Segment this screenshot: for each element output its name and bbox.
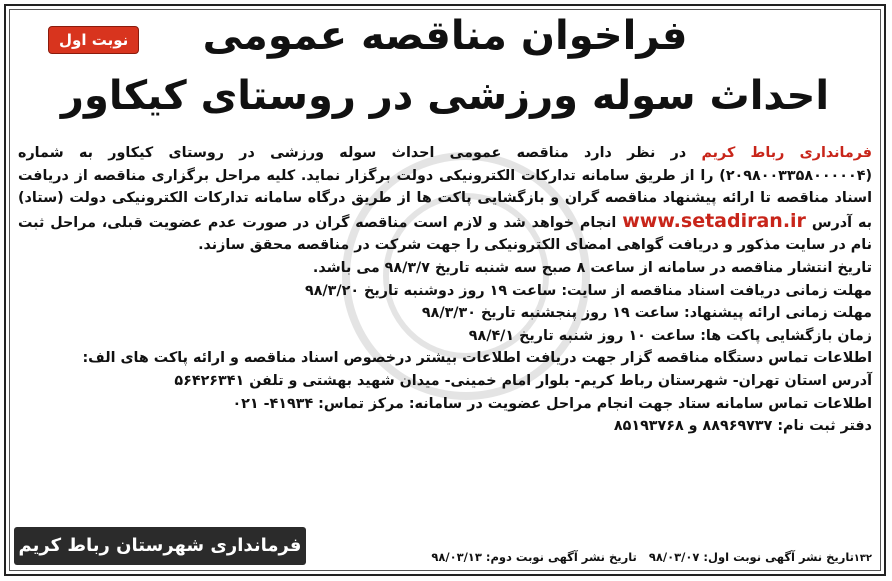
page-subtitle: احداث سوله ورزشی در روستای کیکاور [60, 73, 830, 119]
contact-intro: اطلاعات تماس دستگاه مناقصه گزار جهت دریافت اطلاعات بیشتر درخصوص اسناد مناقصه و ارائه پاکت های الف: [82, 350, 872, 367]
intro-text-b: به شماره (۲۰۹۸۰۰۳۳۵۸۰۰۰۰۰۴) را از طریق سامانه تدارکات الکترونیکی دولت برگزار نماید. کلیه مراحل برگزاری مناقصه از دریافت اسناد مناقصه تا ارائه پیشنهاد مناقصه گران و بازگشایی پاکت ها از طریق درگاه سامانه تدارکات الکترونیکی دولت (ستاد) به آدرس [18, 145, 872, 231]
publication-dates [431, 550, 854, 564]
first-publication-date: تاریخ نشر آگهی نوبت اول: ۹۸/۰۳/۰۷ [648, 550, 854, 564]
intro-text-a: در نظر دارد مناقصه عمومی [434, 145, 702, 161]
deadline-offers: مهلت زمانی ارائه پیشنهاد: ساعت ۱۹ روز پنجشنبه تاریخ ۹۸/۳/۳۰ [421, 305, 872, 322]
address: آدرس استان تهران- شهرستان رباط کریم- بلوار امام خمینی- میدان شهید بهشتی و تلفن ۵۶۴۲۶۳۴۱ [174, 372, 872, 389]
intro-paragraph [18, 142, 872, 257]
tender-subject: احداث سوله ورزشی در روستای کیکاور [108, 145, 435, 161]
page-number: ۱۳۲ [853, 553, 872, 564]
publish-date: تاریخ انتشار مناقصه در سامانه از ساعت ۸ صبح سه شنبه تاریخ ۹۸/۳/۷ می باشد. [312, 259, 872, 276]
intro-text-c: انجام خواهد شد و لازم است مناقصه گران در صورت عدم عضویت قبلی، مراحل ثبت نام در سایت مذکور و دریافت گواهی امضای الکترونیکی را جهت شرکت در مناقصه محقق سازند. [18, 214, 872, 254]
signature-box: فرمانداری شهرستان رباط کریم [14, 527, 306, 565]
notice-body [18, 142, 872, 438]
setad-url-link[interactable]: www.setadiran.ir [622, 209, 806, 232]
opening-time: زمان بازگشایی پاکت ها: ساعت ۱۰ روز شنبه تاریخ ۹۸/۴/۱ [468, 327, 872, 344]
setad-contact: اطلاعات تماس سامانه ستاد جهت انجام مراحل عضویت در سامانه: مرکز تماس: ۴۱۹۳۴- ۰۲۱ [232, 395, 872, 412]
first-round-badge: نوبت اول [48, 26, 139, 54]
second-publication-date: تاریخ نشر آگهی نوبت دوم: ۹۸/۰۳/۱۳ [431, 550, 637, 564]
organization-name: فرمانداری رباط کریم [701, 145, 872, 161]
registry-office: دفتر ثبت نام: ۸۸۹۶۹۷۳۷ و ۸۵۱۹۳۷۶۸ [613, 418, 872, 435]
page-title: فراخوان مناقصه عمومی [202, 13, 688, 59]
notice-frame [4, 4, 886, 576]
deadline-documents: مهلت زمانی دریافت اسناد مناقصه از سایت: ساعت ۱۹ روز دوشنبه تاریخ ۹۸/۳/۲۰ [304, 282, 872, 299]
